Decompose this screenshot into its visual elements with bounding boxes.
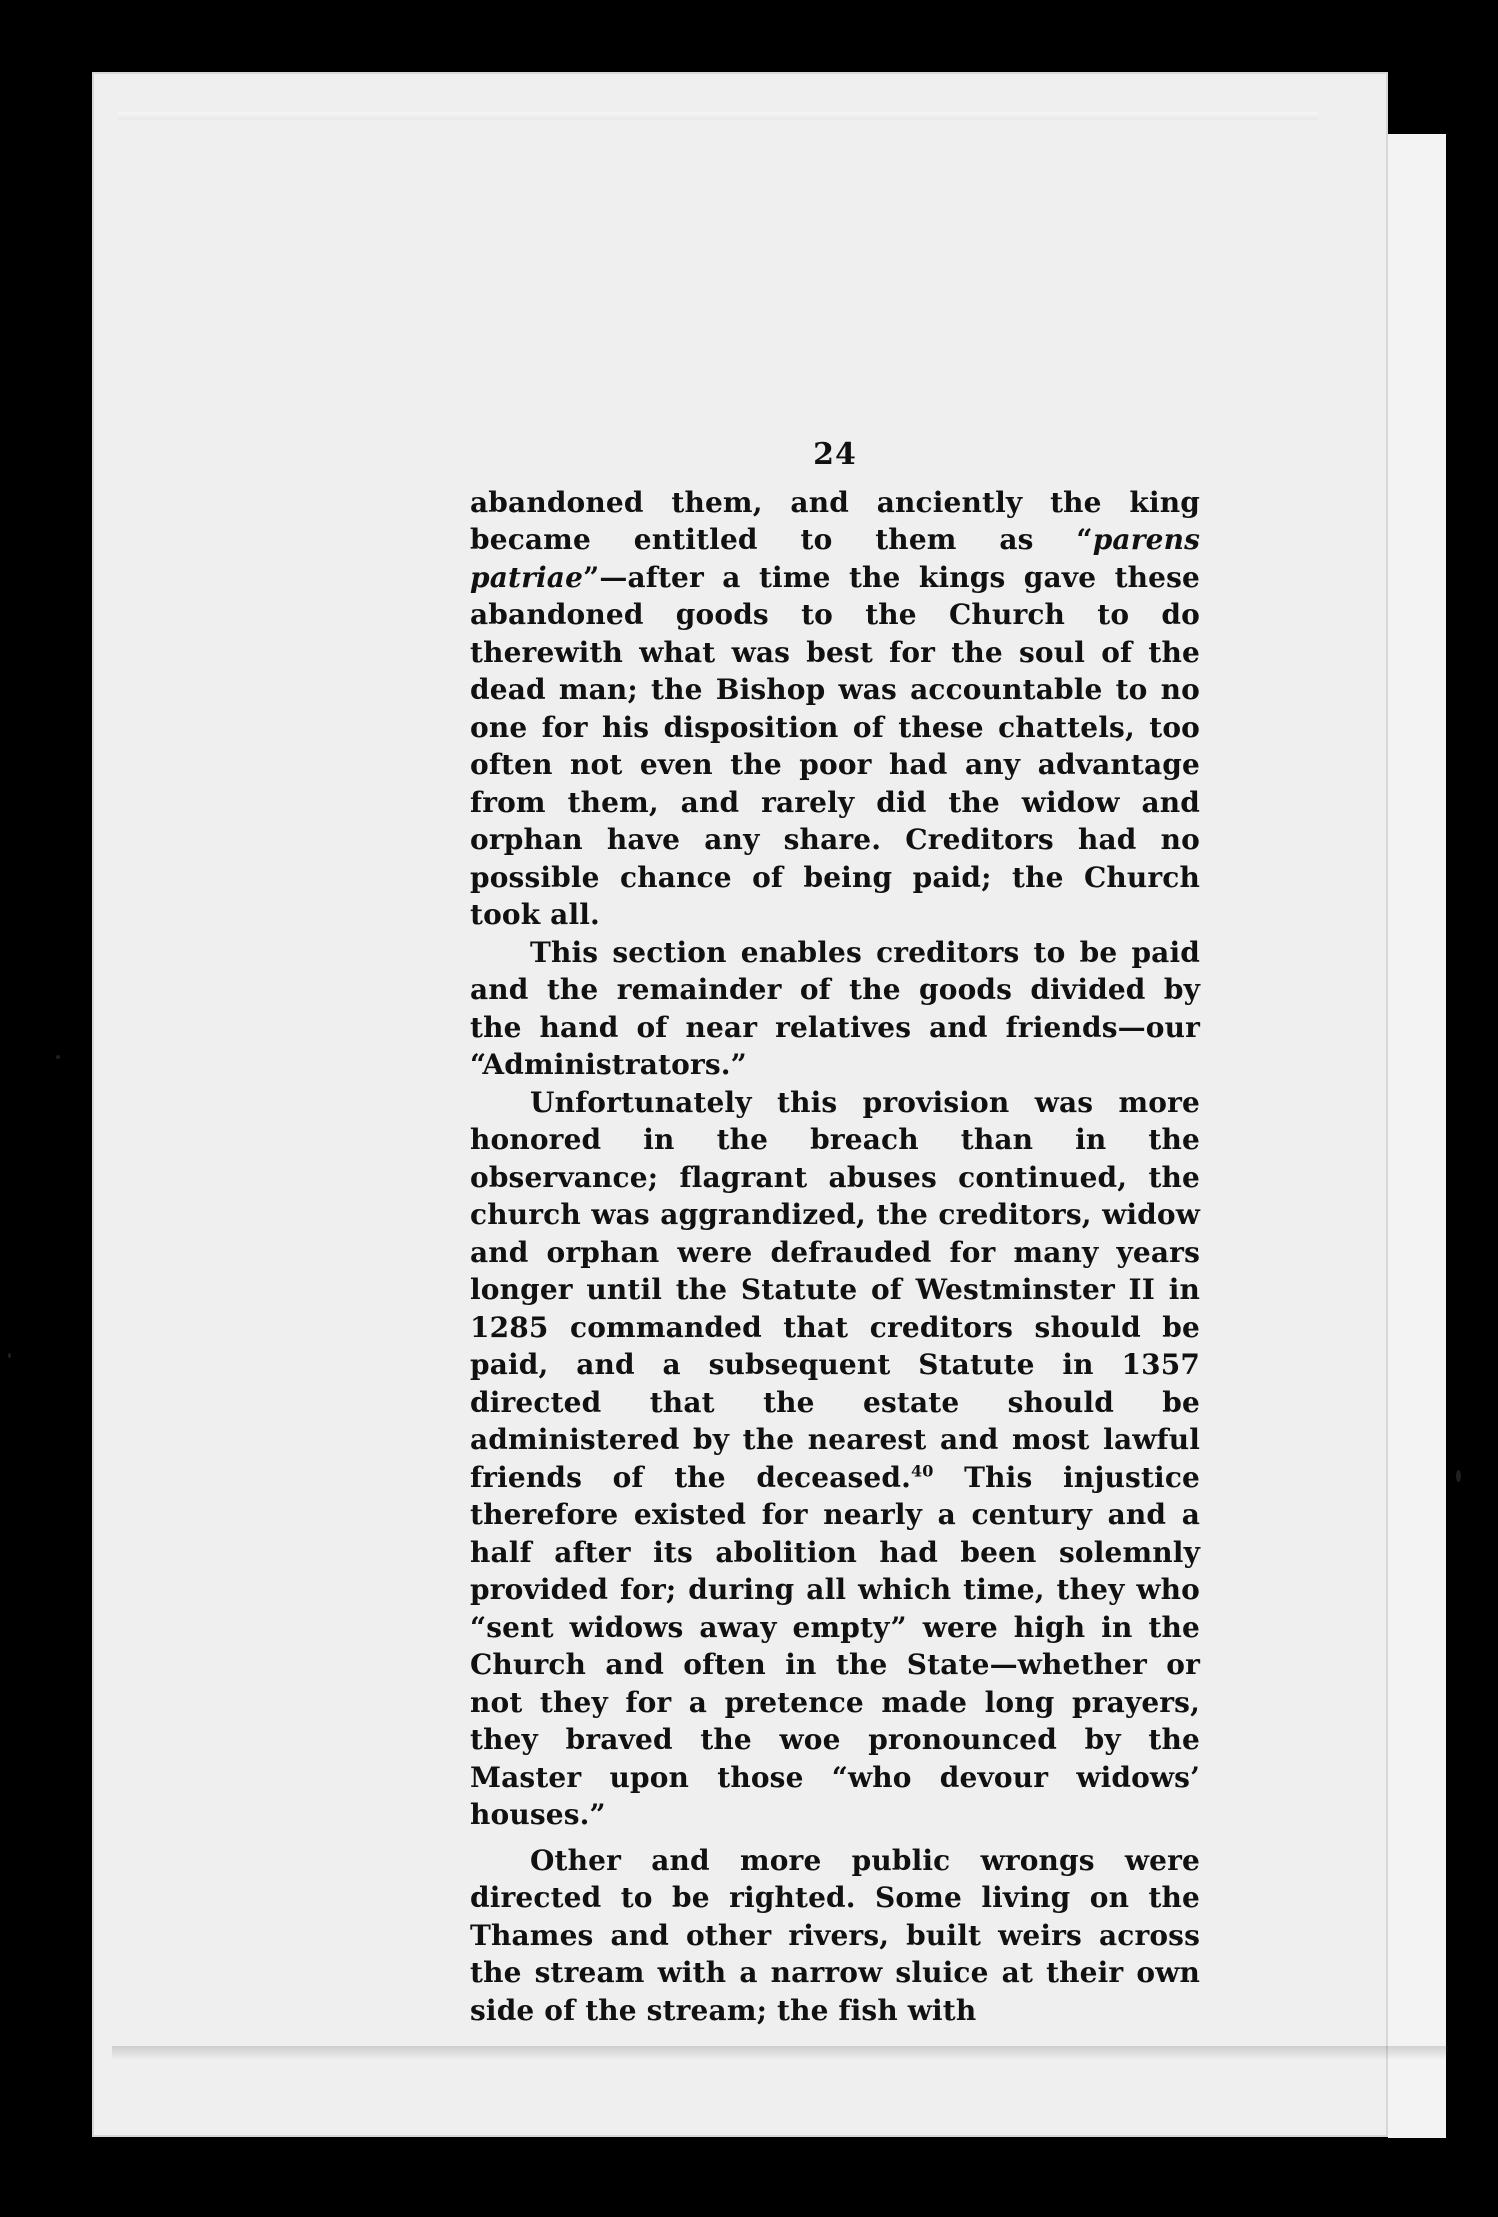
paragraph xyxy=(470,1084,1200,1834)
document-text xyxy=(470,436,1200,2029)
footnote-marker: 40 xyxy=(911,1461,934,1481)
scan-speck xyxy=(56,1055,60,1059)
paragraph xyxy=(470,484,1200,934)
page-number: 24 xyxy=(813,437,857,472)
page-top-edge xyxy=(118,112,1318,120)
page-bottom-shadow xyxy=(112,2046,1448,2060)
paragraph-text: This injustice therefore existed for nearly a century and a half after its abolition had been solemnly provided for; during all which time, they who “sent widows away empty” were high in the Church and often in the State—whether or not they for a pretence made long prayers, they braved the woe pronounced by the Master upon those “who devour widows’ houses.” xyxy=(470,1460,1201,1831)
paragraph-text: This section enables creditors to be paid and the remainder of the goods divided by the hand of near relatives and friends—our “Administrators.” xyxy=(470,935,1200,1081)
italic-latin-phrase: parens patriae xyxy=(470,523,1200,594)
paragraph-text: ”—after a time the kings gave these abandoned goods to the Church to do therewith what was best for the soul of the dead man; the Bishop was accountable to no one for his disposition of these chattels, too often not even the poor had any advantage from them, and rarely did the widow and orphan have any share. Creditors had no possible chance of being paid; the Church took all. xyxy=(470,560,1200,931)
paragraph xyxy=(470,1842,1200,2030)
page-right-edge xyxy=(1388,134,1446,2138)
scan-speck xyxy=(1456,1470,1461,1482)
paragraph xyxy=(470,934,1200,1084)
paragraph-text: abandoned them, and anciently the king became entitled to them as “ xyxy=(470,485,1200,556)
paragraph-text: Other and more public wrongs were directed to be righted. Some living on the Thames and other rivers, built weirs across the stream with a narrow sluice at their own side of the stream; the fish with xyxy=(470,1843,1200,2027)
paragraph-text: Unfortunately this provision was more honored in the breach than in the observance; flagrant abuses continued, the church was aggrandized, the creditors, widow and orphan were defrauded for many years longer until the Statute of Westminster II in 1285 commanded that creditors should be paid, and a subsequent Statute in 1357 directed that the estate should be administered by the nearest and most lawful friends of the deceased. xyxy=(470,1085,1200,1494)
scan-speck xyxy=(8,1353,11,1358)
